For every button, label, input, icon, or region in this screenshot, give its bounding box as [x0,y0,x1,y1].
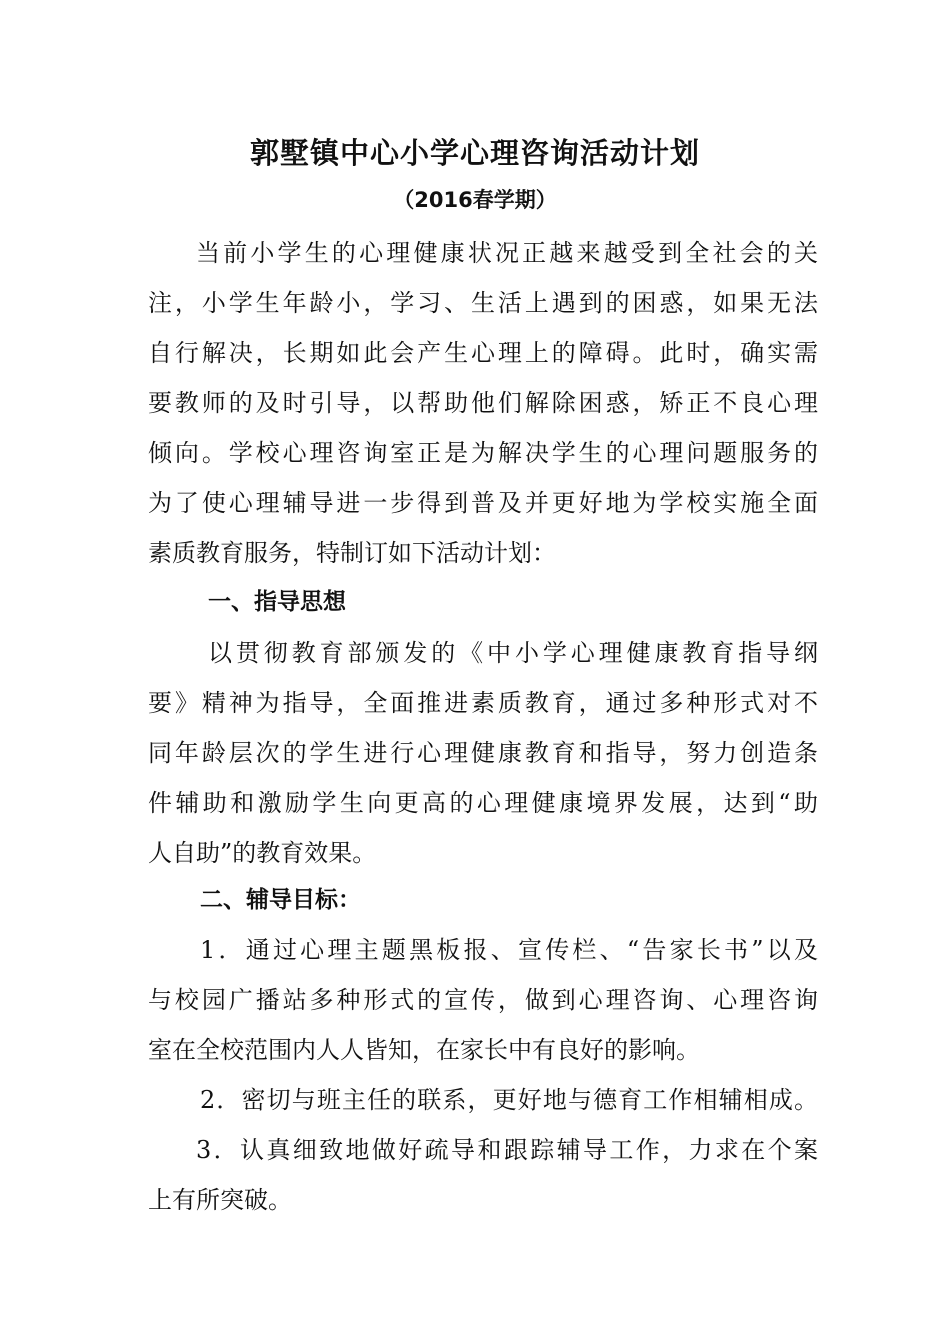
intro-line: 当前小学生的心理健康状况正越来越受到全社会的关 [196,239,818,267]
section-heading-guiding-thought: 一、指导思想 [208,589,346,615]
section-heading-counseling-goals: 二、辅导目标： [200,887,361,913]
intro-line: 倾向。学校心理咨询室正是为解决学生的心理问题服务的 [148,439,818,467]
section1-line: 要》精神为指导，全面推进素质教育，通过多种形式对不 [148,689,818,717]
section2-line: 室在全校范围内人人皆知，在家长中有良好的影响。 [148,1036,700,1064]
section2-line: 2．密切与班主任的联系，更好地与德育工作相辅相成。 [200,1086,818,1114]
document-subtitle: （2016春学期） [393,188,557,212]
section2-line: 3．认真细致地做好疏导和跟踪辅导工作，力求在个案 [196,1136,818,1164]
section1-line: 件辅助和激励学生向更高的心理健康境界发展，达到“助 [148,789,818,817]
intro-line: 为了使心理辅导进一步得到普及并更好地为学校实施全面 [148,489,818,517]
section2-line: 与校园广播站多种形式的宣传，做到心理咨询、心理咨询 [148,986,818,1014]
intro-line: 自行解决，长期如此会产生心理上的障碍。此时，确实需 [148,339,818,367]
section1-line: 人自助”的教育效果。 [148,839,377,867]
section1-line: 以贯彻教育部颁发的《中小学心理健康教育指导纲 [208,639,818,667]
section1-line: 同年龄层次的学生进行心理健康教育和指导，努力创造条 [148,739,818,767]
section2-line: 上有所突破。 [148,1186,292,1214]
document-title: 郭墅镇中心小学心理咨询活动计划 [249,136,700,170]
intro-line: 注，小学生年龄小，学习、生活上遇到的困惑，如果无法 [148,289,818,317]
intro-line: 要教师的及时引导，以帮助他们解除困惑，矫正不良心理 [148,389,818,417]
section2-line: 1．通过心理主题黑板报、宣传栏、“告家长书”以及 [200,936,818,964]
intro-line: 素质教育服务，特制订如下活动计划： [148,539,556,567]
